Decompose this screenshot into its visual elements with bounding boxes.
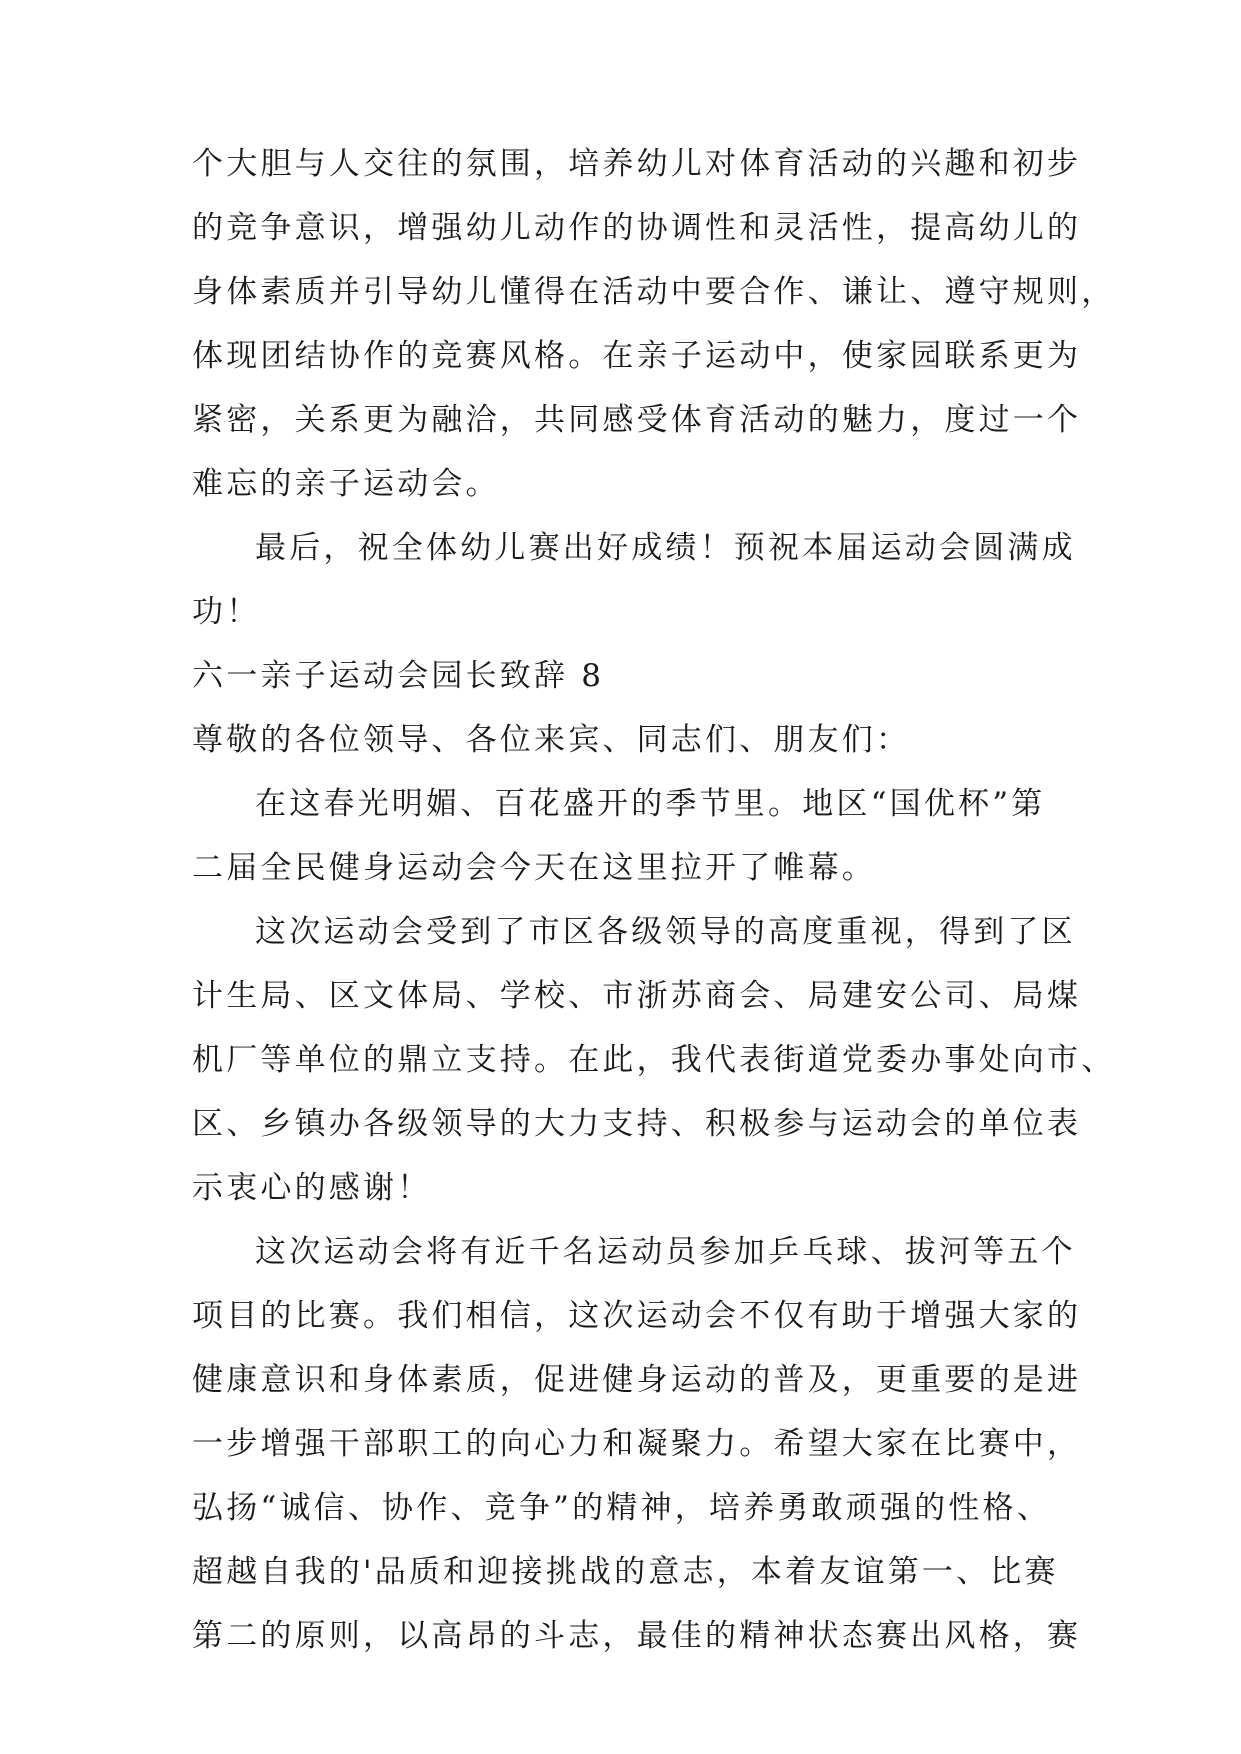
paragraph-line: 健康意识和身体素质，促进健身运动的普及，更重要的是进 (192, 1362, 1082, 1398)
paragraph-line: 机厂等单位的鼎立支持。在此，我代表街道党委办事处向市、 (192, 1042, 1116, 1078)
paragraph-line: 功！ (192, 594, 261, 630)
paragraph-line: 在这春光明媚、百花盛开的季节里。地区“国优杯”第 (255, 786, 1046, 822)
paragraph-line: 这次运动会受到了市区各级领导的高度重视，得到了区 (255, 914, 1076, 950)
paragraph-line: 区、乡镇办各级领导的大力支持、积极参与运动会的单位表 (192, 1106, 1082, 1142)
paragraph-line: 二届全民健身运动会今天在这里拉开了帷幕。 (192, 850, 876, 886)
paragraph-line: 超越自我的'品质和迎接挑战的意志，本着友谊第一、比赛 (192, 1554, 1059, 1590)
paragraph-line: 一步增强干部职工的向心力和凝聚力。希望大家在比赛中， (192, 1426, 1082, 1462)
paragraph-line: 项目的比赛。我们相信，这次运动会不仅有助于增强大家的 (192, 1298, 1082, 1334)
paragraph-line: 难忘的亲子运动会。 (192, 466, 500, 502)
paragraph-line: 这次运动会将有近千名运动员参加乒乓球、拔河等五个 (255, 1234, 1076, 1270)
section-heading: 六一亲子运动会园长致辞 8 (192, 658, 605, 694)
paragraph-line: 第二的原则，以高昂的斗志，最佳的精神状态赛出风格，赛 (192, 1618, 1082, 1654)
paragraph-line: 个大胆与人交往的氛围，培养幼儿对体育活动的兴趣和初步 (192, 146, 1082, 182)
paragraph-line: 计生局、区文体局、学校、市浙苏商会、局建安公司、局煤 (192, 978, 1082, 1014)
paragraph-line: 身体素质并引导幼儿懂得在活动中要合作、谦让、遵守规则， (192, 274, 1116, 310)
paragraph-line: 紧密，关系更为融洽，共同感受体育活动的魅力，度过一个 (192, 402, 1082, 438)
paragraph-line: 弘扬“诚信、协作、竞争”的精神，培养勇敢顽强的性格、 (192, 1490, 1051, 1526)
paragraph-line: 体现团结协作的竞赛风格。在亲子运动中，使家园联系更为 (192, 338, 1082, 374)
paragraph-line: 的竞争意识，增强幼儿动作的协调性和灵活性，提高幼儿的 (192, 210, 1082, 246)
document-body (192, 132, 1116, 1668)
salutation: 尊敬的各位领导、各位来宾、同志们、朋友们： (192, 722, 911, 758)
paragraph-line: 最后，祝全体幼儿赛出好成绩！预祝本届运动会圆满成 (255, 530, 1076, 566)
paragraph-line: 示衷心的感谢！ (192, 1170, 432, 1206)
